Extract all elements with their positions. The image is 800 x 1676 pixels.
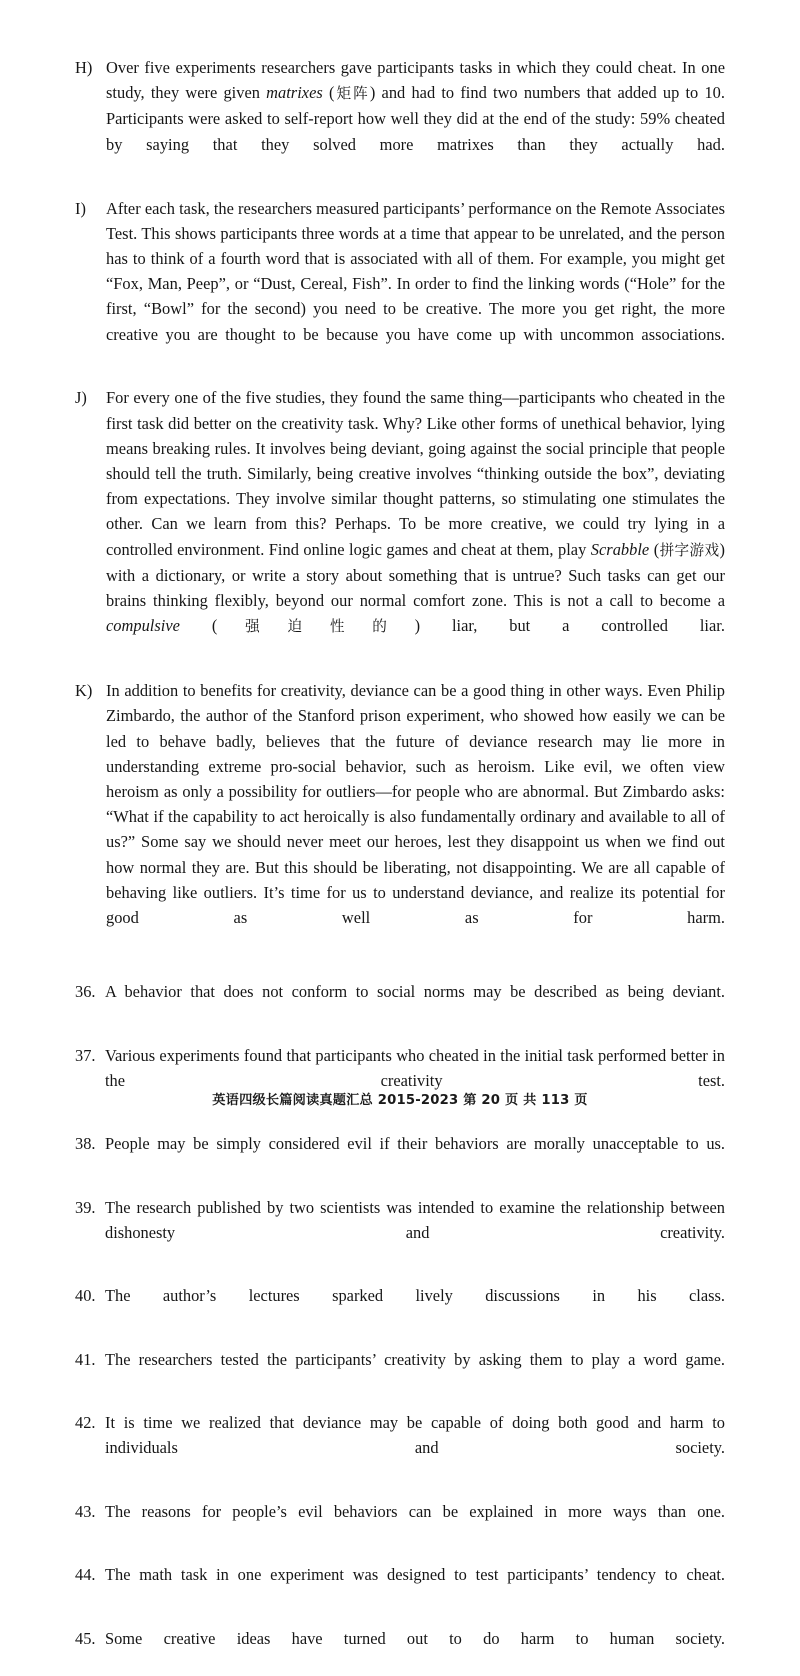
italic-term: compulsive xyxy=(106,616,180,636)
paragraph-label: H) xyxy=(75,58,93,77)
passage-paragraphs xyxy=(75,55,725,955)
question-item[interactable] xyxy=(75,1347,725,1397)
passage-paragraph xyxy=(75,678,725,955)
paragraph-text xyxy=(106,55,725,182)
passage-paragraph xyxy=(75,196,725,372)
question-number: 39. xyxy=(75,1197,96,1217)
question-item[interactable] xyxy=(75,1195,725,1271)
question-text: Some creative ideas have turned out to do harm to human society. xyxy=(105,1628,725,1648)
question-number: 40. xyxy=(75,1286,96,1306)
paragraph-text xyxy=(106,385,725,664)
question-item[interactable] xyxy=(75,1283,725,1333)
text-run: For every one of the five studies, they found the same thing—participants who cheated in the first task did better on the creativity task. Why? Like other forms of unethical behavior, lying means breaking rules. It involves being deviant, going against the social principle that people should tell the truth. Similarly, being creative involves “thinking outside the box”, deviating from expectations. They involve similar thought patterns, so stimulating one stimulates the other. Can we learn from this? Perhaps. To be more creative, we could try lying in a controlled environment. Find online logic games and cheat at them, play xyxy=(106,388,725,559)
paragraph-label: J) xyxy=(75,388,87,408)
footer-page-unit: 页 xyxy=(504,1093,519,1108)
italic-term: Scrabble xyxy=(590,539,650,559)
question-text: A behavior that does not conform to social norms may be described as being deviant. xyxy=(105,982,725,1002)
text-run: ) liar, but a controlled liar. xyxy=(414,616,725,636)
question-number: 37. xyxy=(75,1045,96,1065)
footer-title: 英语四级长篇阅读真题汇总 xyxy=(212,1093,373,1108)
question-item[interactable] xyxy=(75,1131,725,1181)
footer-page-number: 20 xyxy=(481,1093,501,1108)
text-run: After each task, the researchers measured participants’ performance on the Remote Associates Test. This shows participants three words at a time that appear to be unrelated, and the person has to think of a fourth word that is associated with all of them. For example, you might get “Fox, Man, Peep”, or “Dust, Cereal, Fish”. In order to find the linking words (“Hole” for the first, “Bowl” for the second) you need to be creative. The more you get right, the more creative you are thought to be because you have come up with uncommon associations. xyxy=(106,198,725,344)
question-text: The math task in one experiment was designed to test participants’ tendency to cheat. xyxy=(105,1565,725,1585)
question-text: The reasons for people’s evil behaviors can be explained in more ways than one. xyxy=(105,1501,725,1521)
text-run: Over five experiments researchers gave participants tasks in which they could cheat. In one study, they were given xyxy=(106,58,725,103)
passage-paragraph xyxy=(75,55,725,182)
paragraph-label: K) xyxy=(75,681,93,701)
question-item[interactable] xyxy=(75,979,725,1029)
page-footer xyxy=(0,1089,800,1108)
paragraph-text xyxy=(106,678,725,955)
question-number: 43. xyxy=(75,1501,96,1521)
question-text: The research published by two scientists was intended to examine the relationship between dishonesty and creativity. xyxy=(105,1197,725,1243)
text-run: ( xyxy=(179,616,218,636)
footer-total-pages: 113 xyxy=(541,1093,570,1108)
footer-year-range: 2015-2023 xyxy=(377,1093,459,1108)
question-text: The author’s lectures sparked lively discussions in his class. xyxy=(105,1286,725,1306)
question-item[interactable] xyxy=(75,1499,725,1549)
paragraph-label: I) xyxy=(75,198,86,218)
text-run: ) with a dictionary, or write a story about something that is untrue? Such tasks can get our brains thinking flexibly, beyond our normal comfort zone. This is not a call to become a xyxy=(106,539,725,611)
paragraph-text xyxy=(106,196,725,372)
chinese-gloss: 强迫性的 xyxy=(217,618,415,636)
question-number: 44. xyxy=(75,1565,96,1585)
footer-page-prefix: 第 xyxy=(463,1093,477,1108)
question-text: Various experiments found that participants who cheated in the initial task performed better in the creativity test. xyxy=(105,1045,725,1091)
text-run: In addition to benefits for creativity, deviance can be a good thing in other ways. Even Philip Zimbardo, the author of the Stanford prison experiment, who showed how easily we can be led to behave badly, believes that the future of deviance research may lie more in understanding extreme pro-social behavior, such as heroism. Like evil, we often view heroism as only a possibility for outliers—for people who are abnormal. But Zimbardo asks: “What if the capability to act heroically is also fundamentally ordinary and available to all of us?” Some say we should never meet our heroes, lest they disappoint us when we find out how normal they are. But this should be liberating, not disappointing. We are all capable of behaving like outliers. It’s time for us to understand deviance, and realize its potential for good as well as for harm. xyxy=(106,681,725,927)
question-number: 41. xyxy=(75,1349,96,1369)
question-number: 38. xyxy=(75,1134,96,1154)
question-item[interactable] xyxy=(75,1410,725,1486)
question-number: 42. xyxy=(75,1413,96,1433)
question-number: 45. xyxy=(75,1628,96,1648)
question-text: It is time we realized that deviance may be capable of doing both good and harm to individuals and society. xyxy=(105,1413,725,1458)
footer-total-unit: 页 xyxy=(574,1093,588,1108)
text-run: ) and had to find two numbers that added up to 10. Participants were asked to self-report how well they did at the end of the study: 59% cheated by saying that they solved more matrixes than they actually had. xyxy=(106,83,725,154)
chinese-gloss: 矩阵 xyxy=(334,85,370,103)
chinese-gloss: 拼字游戏 xyxy=(659,541,720,559)
italic-term: matrixes xyxy=(266,83,323,103)
question-number: 36. xyxy=(75,982,96,1002)
question-text: People may be simply considered evil if their behaviors are morally unacceptable to us. xyxy=(105,1134,725,1154)
text-run: ( xyxy=(322,83,335,103)
footer-total-prefix: 共 xyxy=(523,1093,537,1108)
question-statements xyxy=(75,979,725,1676)
question-item[interactable] xyxy=(75,1562,725,1612)
question-text: The researchers tested the participants’ creativity by asking them to play a word game. xyxy=(105,1349,725,1369)
text-run: ( xyxy=(649,539,660,559)
question-item[interactable] xyxy=(75,1626,725,1676)
passage-paragraph xyxy=(75,385,725,664)
